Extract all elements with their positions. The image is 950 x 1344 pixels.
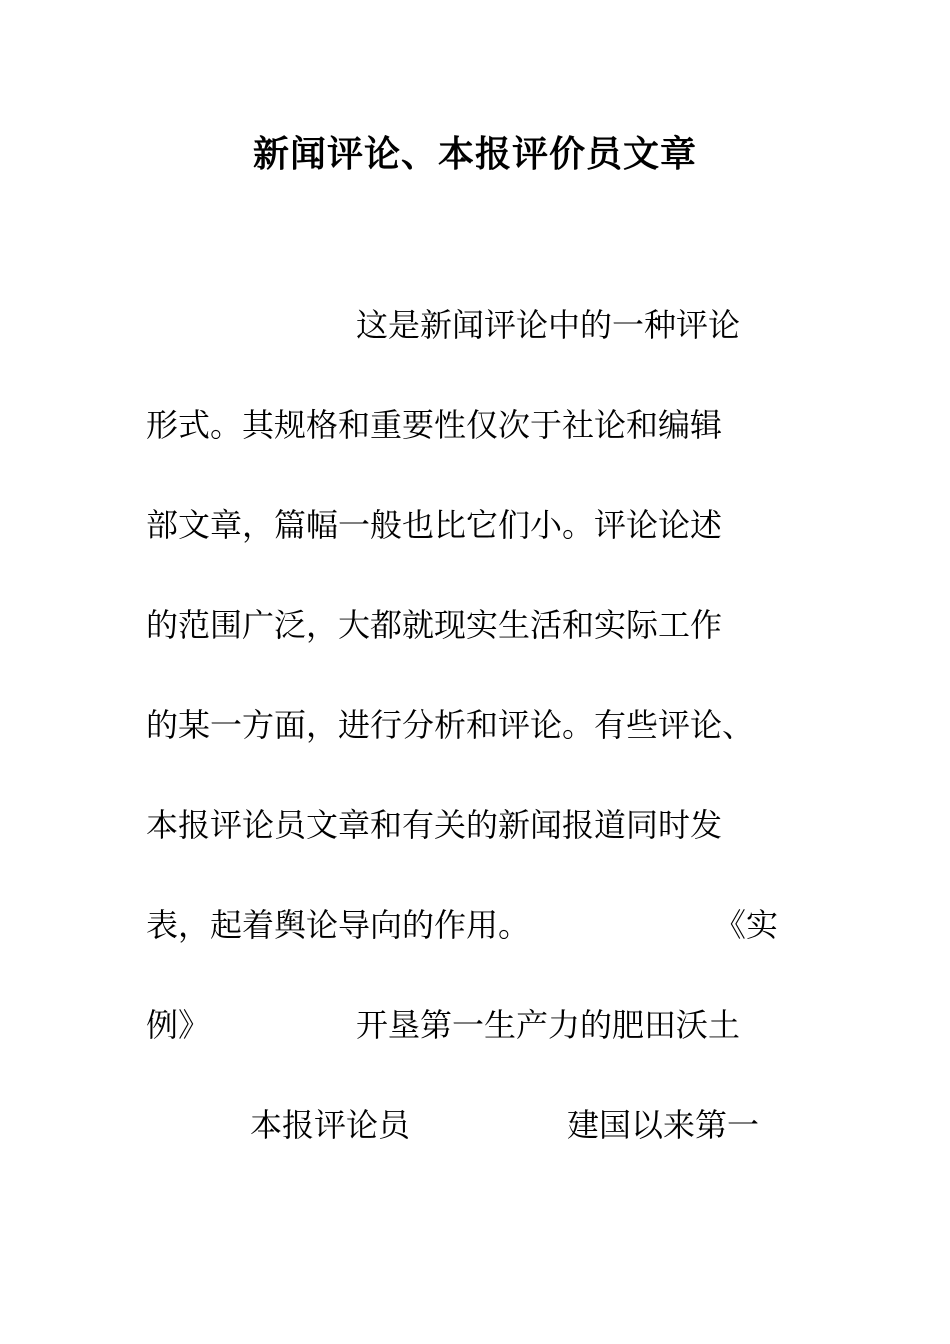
line-text: 这是新闻评论中的一种评论 (356, 306, 741, 344)
line-text: 的某一方面，进行分析和评论。有些评论、 (146, 706, 755, 744)
paragraph-line-6 (146, 800, 826, 850)
line-text: 表，起着舆论导向的作用。 (146, 906, 531, 944)
line-text-right: 《实 (714, 906, 779, 944)
line-text: 部文章，篇幅一般也比它们小。评论论述 (146, 506, 723, 544)
paragraph-line-2 (146, 400, 826, 450)
paragraph-line-5 (146, 700, 826, 750)
line-text: 的范围广泛，大都就现实生活和实际工作 (146, 606, 723, 644)
line-text: 例》 (146, 1006, 211, 1044)
line-text: 本报评论员文章和有关的新闻报道同时发 (146, 806, 723, 844)
paragraph-line-3 (146, 500, 826, 550)
document-title: 新闻评论、本报评价员文章 (252, 133, 697, 175)
paragraph-line-8 (146, 1000, 826, 1050)
line-text-right: 建国以来第一 (567, 1106, 760, 1144)
line-text: 形式。其规格和重要性仅次于社论和编辑 (146, 406, 723, 444)
paragraph-line-7 (146, 900, 826, 950)
article-headline: 开垦第一生产力的肥田沃土 (356, 1006, 741, 1044)
paragraph-line-9 (146, 1100, 826, 1150)
paragraph-line-1 (146, 300, 826, 350)
paragraph-line-4 (146, 600, 826, 650)
byline: 本报评论员 (250, 1106, 411, 1144)
